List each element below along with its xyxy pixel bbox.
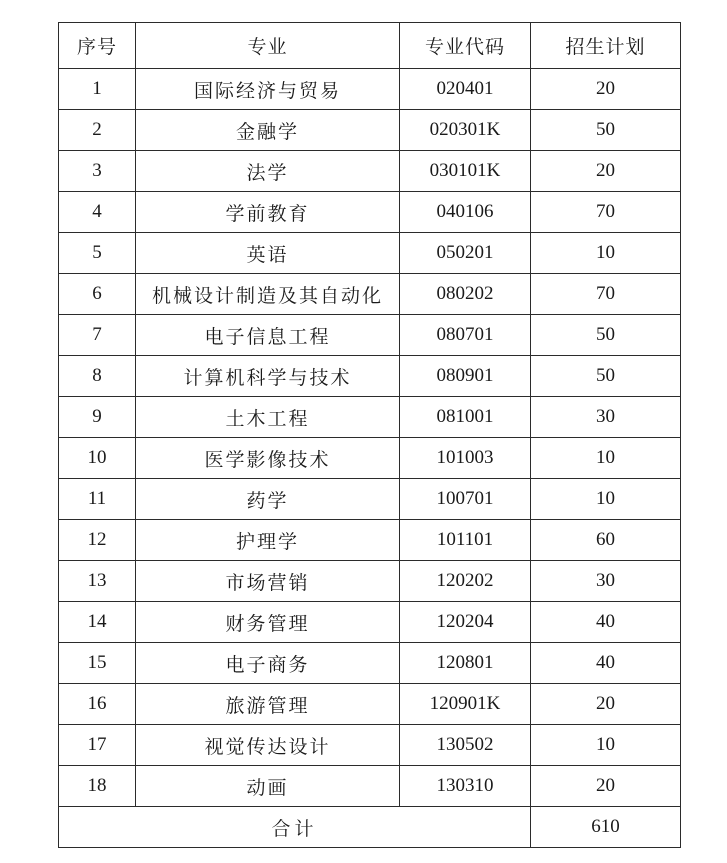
cell-enrollment-plan: 70	[531, 274, 681, 315]
total-label: 合计	[59, 807, 531, 848]
cell-serial-number: 4	[59, 192, 136, 233]
cell-major-code: 130502	[400, 725, 531, 766]
cell-major: 国际经济与贸易	[136, 69, 400, 110]
cell-major-code: 101101	[400, 520, 531, 561]
cell-enrollment-plan: 50	[531, 356, 681, 397]
cell-serial-number: 10	[59, 438, 136, 479]
table-row	[59, 151, 681, 192]
cell-major: 机械设计制造及其自动化	[136, 274, 400, 315]
cell-major-code: 020401	[400, 69, 531, 110]
enrollment-plan-table	[58, 22, 681, 848]
cell-enrollment-plan: 20	[531, 69, 681, 110]
header-major: 专业	[136, 23, 400, 69]
header-major-code: 专业代码	[400, 23, 531, 69]
cell-enrollment-plan: 20	[531, 684, 681, 725]
cell-serial-number: 7	[59, 315, 136, 356]
cell-enrollment-plan: 20	[531, 766, 681, 807]
table-row	[59, 725, 681, 766]
cell-major: 视觉传达设计	[136, 725, 400, 766]
cell-serial-number: 5	[59, 233, 136, 274]
table-row	[59, 684, 681, 725]
cell-major-code: 120901K	[400, 684, 531, 725]
cell-major: 土木工程	[136, 397, 400, 438]
table-row	[59, 69, 681, 110]
table-row	[59, 192, 681, 233]
cell-enrollment-plan: 50	[531, 110, 681, 151]
cell-major-code: 080901	[400, 356, 531, 397]
table-body	[59, 69, 681, 807]
cell-major-code: 130310	[400, 766, 531, 807]
cell-enrollment-plan: 40	[531, 602, 681, 643]
cell-major-code: 100701	[400, 479, 531, 520]
cell-serial-number: 13	[59, 561, 136, 602]
cell-serial-number: 2	[59, 110, 136, 151]
cell-serial-number: 15	[59, 643, 136, 684]
cell-enrollment-plan: 20	[531, 151, 681, 192]
cell-enrollment-plan: 10	[531, 725, 681, 766]
cell-serial-number: 12	[59, 520, 136, 561]
cell-enrollment-plan: 30	[531, 397, 681, 438]
cell-major: 法学	[136, 151, 400, 192]
table-row	[59, 110, 681, 151]
cell-enrollment-plan: 40	[531, 643, 681, 684]
cell-major: 财务管理	[136, 602, 400, 643]
cell-major: 市场营销	[136, 561, 400, 602]
table-row	[59, 438, 681, 479]
cell-major: 药学	[136, 479, 400, 520]
cell-serial-number: 11	[59, 479, 136, 520]
table-row	[59, 602, 681, 643]
cell-enrollment-plan: 30	[531, 561, 681, 602]
cell-enrollment-plan: 60	[531, 520, 681, 561]
cell-major-code: 120202	[400, 561, 531, 602]
cell-major: 电子信息工程	[136, 315, 400, 356]
cell-major-code: 081001	[400, 397, 531, 438]
cell-enrollment-plan: 50	[531, 315, 681, 356]
cell-major: 电子商务	[136, 643, 400, 684]
table-row	[59, 520, 681, 561]
cell-major: 学前教育	[136, 192, 400, 233]
cell-major-code: 020301K	[400, 110, 531, 151]
table-row	[59, 315, 681, 356]
cell-serial-number: 6	[59, 274, 136, 315]
table-row	[59, 397, 681, 438]
cell-major-code: 120801	[400, 643, 531, 684]
cell-enrollment-plan: 10	[531, 438, 681, 479]
cell-serial-number: 17	[59, 725, 136, 766]
cell-serial-number: 14	[59, 602, 136, 643]
cell-serial-number: 9	[59, 397, 136, 438]
cell-major: 金融学	[136, 110, 400, 151]
cell-major-code: 030101K	[400, 151, 531, 192]
cell-major: 医学影像技术	[136, 438, 400, 479]
cell-enrollment-plan: 10	[531, 479, 681, 520]
cell-enrollment-plan: 10	[531, 233, 681, 274]
cell-serial-number: 3	[59, 151, 136, 192]
table-row	[59, 643, 681, 684]
table-row	[59, 766, 681, 807]
cell-major: 英语	[136, 233, 400, 274]
cell-serial-number: 8	[59, 356, 136, 397]
cell-serial-number: 16	[59, 684, 136, 725]
cell-major: 护理学	[136, 520, 400, 561]
cell-major-code: 050201	[400, 233, 531, 274]
table-header-row	[59, 23, 681, 69]
table-row	[59, 274, 681, 315]
cell-major-code: 080202	[400, 274, 531, 315]
cell-major-code: 101003	[400, 438, 531, 479]
table-row	[59, 479, 681, 520]
cell-major: 旅游管理	[136, 684, 400, 725]
cell-serial-number: 1	[59, 69, 136, 110]
cell-major-code: 120204	[400, 602, 531, 643]
table-row	[59, 356, 681, 397]
table-total-row	[59, 807, 681, 848]
table-row	[59, 561, 681, 602]
total-value: 610	[531, 807, 681, 848]
cell-major: 计算机科学与技术	[136, 356, 400, 397]
cell-serial-number: 18	[59, 766, 136, 807]
table-row	[59, 233, 681, 274]
cell-major: 动画	[136, 766, 400, 807]
cell-major-code: 080701	[400, 315, 531, 356]
header-serial-number: 序号	[59, 23, 136, 69]
cell-major-code: 040106	[400, 192, 531, 233]
cell-enrollment-plan: 70	[531, 192, 681, 233]
header-enrollment-plan: 招生计划	[531, 23, 681, 69]
